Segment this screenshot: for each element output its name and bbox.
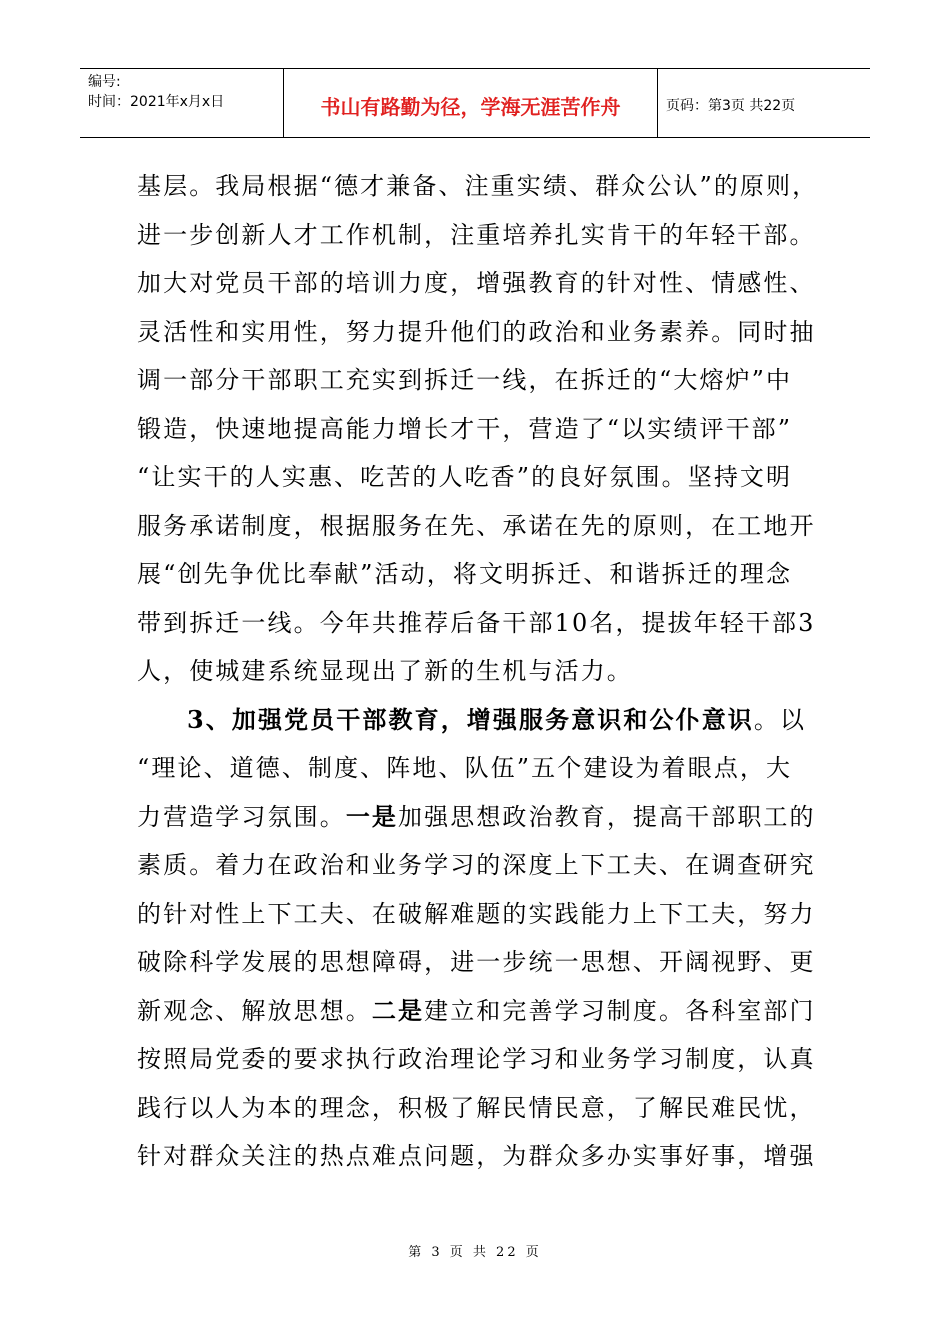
body-line: 进一步创新人才工作机制，注重培养扎实肯干的年轻干部。 bbox=[137, 220, 816, 249]
section-heading-tail: 。以 bbox=[753, 705, 807, 734]
document-body bbox=[137, 162, 817, 1181]
body-line: 展“创先争优比奉献”活动，将文明拆迁、和谐拆迁的理念 bbox=[137, 560, 793, 588]
body-line: 加大对党员干部的培训力度，增强教育的针对性、情感性、 bbox=[137, 269, 816, 297]
body-text: 力营造学习氛围。 bbox=[137, 802, 346, 831]
body-line: 带到拆迁一线。今年共推荐后备干部10名，提拔年轻干部3 bbox=[137, 608, 816, 637]
body-line: 调一部分干部职工充实到拆迁一线，在拆迁的“大熔炉”中 bbox=[137, 366, 793, 394]
header-motto: 书山有路勤为径，学海无涯苦作舟 bbox=[284, 69, 658, 137]
body-text: 建立和完善学习制度。各科室部门 bbox=[424, 996, 816, 1025]
header-page-label: 页码：第3页 共22页 bbox=[666, 98, 796, 114]
page-footer: 第 3 页 共 22 页 bbox=[408, 1245, 542, 1260]
body-line bbox=[137, 987, 817, 1036]
body-line: 破除科学发展的思想障碍，进一步统一思想、开阔视野、更 bbox=[137, 948, 816, 976]
body-line: 锻造，快速地提高能力增长才干，营造了“以实绩评干部” bbox=[137, 414, 793, 443]
body-line: “理论、道德、制度、阵地、队伍”五个建设为着眼点，大 bbox=[137, 754, 793, 782]
body-line: 人，使城建系统显现出了新的生机与活力。 bbox=[137, 657, 633, 685]
body-line bbox=[137, 793, 817, 842]
number-label: 编号: bbox=[88, 74, 121, 90]
page-header bbox=[80, 68, 870, 138]
body-line: 践行以人为本的理念，积极了解民情民意，了解民难民忧， bbox=[137, 1093, 816, 1122]
section-heading-line bbox=[137, 696, 817, 745]
body-line: 针对群众关注的热点难点问题，为群众多办实事好事，增强 bbox=[137, 1142, 816, 1170]
body-text: 加强思想政治教育，提高干部职工的 bbox=[398, 802, 816, 831]
section-heading: 3、加强党员干部教育，增强服务意识和公仆意识 bbox=[187, 704, 754, 734]
header-meta bbox=[80, 69, 284, 137]
body-line: 灵活性和实用性，努力提升他们的政治和业务素养。同时抽 bbox=[137, 317, 816, 346]
body-line: 基层。我局根据“德才兼备、注重实绩、群众公认”的原则， bbox=[137, 172, 819, 200]
point-marker-first: 一是 bbox=[345, 801, 399, 831]
body-line: 的针对性上下工夫、在破解难题的实践能力上下工夫，努力 bbox=[137, 899, 816, 928]
body-line: “让实干的人实惠、吃苦的人吃香”的良好氛围。坚持文明 bbox=[137, 463, 793, 491]
body-line: 按照局党委的要求执行政治理论学习和业务学习制度，认真 bbox=[137, 1045, 816, 1073]
body-line: 服务承诺制度，根据服务在先、承诺在先的原则，在工地开 bbox=[137, 511, 816, 540]
time-label: 时间：2021年x月x日 bbox=[88, 94, 225, 110]
point-marker-second: 二是 bbox=[371, 995, 425, 1025]
body-text: 新观念、解放思想。 bbox=[137, 996, 372, 1025]
body-line: 素质。着力在政治和业务学习的深度上下工夫、在调查研究 bbox=[137, 851, 816, 879]
